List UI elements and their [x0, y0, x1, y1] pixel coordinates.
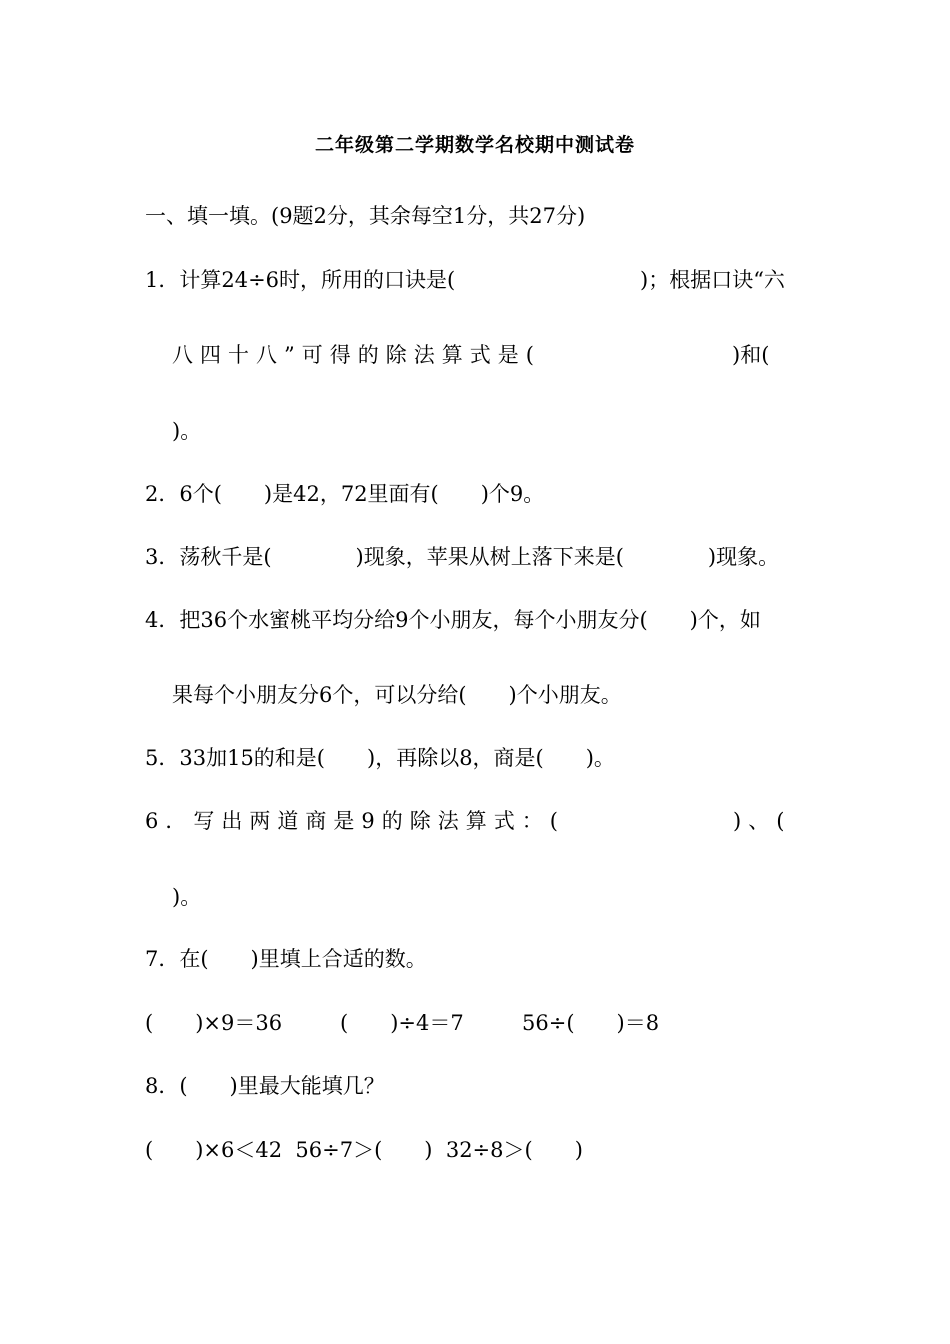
q1-line2-start: 八四十八”可得的除法算式是( [172, 343, 541, 367]
q8-prompt: 8．( )里最大能填几？ [145, 1074, 385, 1098]
q6-line1-start: 6．写出两道商是9的除法算式：( [145, 809, 565, 833]
q7-expression-3: 56÷( )＝8 [522, 1011, 660, 1035]
q6-line1-end: )、( [733, 809, 792, 833]
q4-line2: 果每个小朋友分6个，可以分给( )个小朋友。 [172, 683, 622, 707]
q8-expressions: ( )×6＜42 56÷7＞( ) 32÷8＞( ) [145, 1138, 583, 1162]
section-heading: 一、填一填。(9题2分，其余每空1分，共27分) [145, 204, 586, 228]
q7-expression-2: ( )÷4＝7 [340, 1011, 464, 1035]
q7-expression-1: ( )×9＝36 [145, 1011, 283, 1035]
q1-line3: )。 [172, 419, 202, 443]
q4-line1: 4．把36个水蜜桃平均分给9个小朋友，每个小朋友分( )个，如 [145, 608, 761, 632]
q7-prompt: 7．在( )里填上合适的数。 [145, 947, 427, 971]
q1-line2-end: )和( [732, 343, 770, 367]
q1-line1-start: 1．计算24÷6时，所用的口诀是( [145, 268, 456, 292]
q2-text: 2．6个( )是42，72里面有( )个9。 [145, 482, 545, 506]
q3-text: 3．荡秋千是( )现象，苹果从树上落下来是( )现象。 [145, 545, 780, 569]
q5-text: 5．33加15的和是( )，再除以8，商是( )。 [145, 746, 615, 770]
exam-title: 二年级第二学期数学名校期中测试卷 [314, 134, 635, 156]
q6-line2: )。 [172, 885, 202, 909]
q1-line1-end: )；根据口诀“六 [640, 268, 785, 292]
